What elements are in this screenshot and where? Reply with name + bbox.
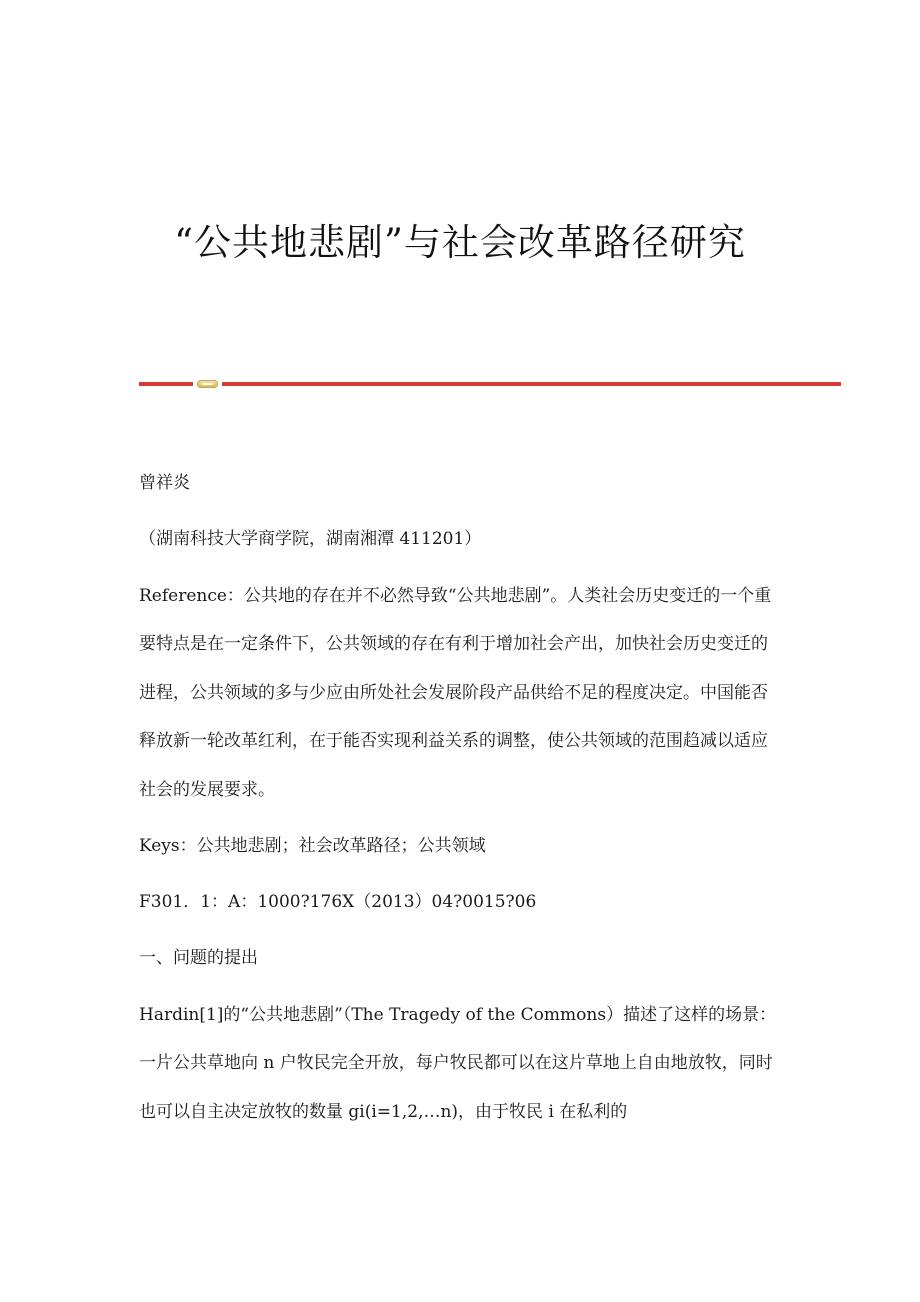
body-paragraph: Hardin[1]的“公共地悲剧”（The Tragedy of the Commons）描述了这样的场景：一片公共草地向 n 户牧民完全开放，每户牧民都可以在这片草地上自由地放牧，同时也可以自主决定放牧的数量 gi(i=1,2,…n)，由于牧民 i 在私利的: [139, 1004, 777, 1122]
keywords-line: Keys：公共地悲剧；社会改革路径；公共领域: [139, 836, 486, 856]
abstract-paragraph: Reference：公共地的存在并不必然导致“公共地悲剧”。人类社会历史变迁的一个重要特点是在一定条件下，公共领域的存在有利于增加社会产出，加快社会历史变迁的进程，公共领域的多与少应由所处社会发展阶段产品供给不足的程度决定。中国能否释放新一轮改革红利，在于能否实现利益关系的调整，使公共领域的范围趋减以适应社会的发展要求。: [139, 585, 772, 800]
divider-bar-right: [222, 382, 841, 386]
title-divider: [139, 380, 841, 388]
classification-line: F301．1：A：1000?176X（2013）04?0015?06: [139, 892, 537, 912]
section-heading: 一、问题的提出: [139, 948, 258, 968]
document-title: “公共地悲剧”与社会改革路径研究: [174, 221, 746, 264]
author-name: 曾祥炎: [139, 473, 190, 493]
author-affiliation: （湖南科技大学商学院，湖南湘潭 411201）: [139, 529, 482, 549]
document-body: [139, 468, 779, 1136]
divider-bar-left: [139, 382, 193, 386]
divider-ornament-icon: [197, 380, 218, 388]
